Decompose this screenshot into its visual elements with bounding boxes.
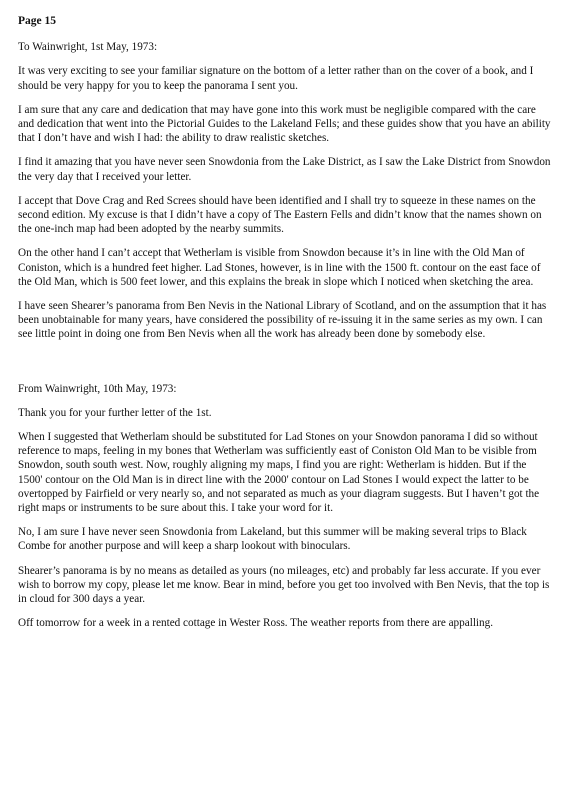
- letter-paragraph: I accept that Dove Crag and Red Screes should have been identified and I shall try to squeeze in these names on the second edition. My excuse is that I didn’t have a copy of The Eastern Fells and didn’t know that the names shown on the one-inch map had been adopted by the nearby summits.: [18, 194, 542, 236]
- letter-paragraph: I have seen Shearer’s panorama from Ben Nevis in the National Library of Scotland, and on the assumption that it has been unobtainable for many years, have considered the possibility of re-issuing it in the same series as my own. I can see little point in doing one from Ben Nevis when all the work has already been done by somebody else.: [18, 300, 547, 341]
- section-spacer: [18, 352, 552, 382]
- letter-paragraph: Off tomorrow for a week in a rented cottage in Wester Ross. The weather reports from there are appalling.: [18, 617, 494, 630]
- letter-to-wainwright: [18, 40, 552, 341]
- letter-paragraph: No, I am sure I have never seen Snowdonia from Lakeland, but this summer will be making several trips to Black Combe for another purpose and will keep a sharp lookout with binoculars.: [18, 526, 527, 553]
- letter-paragraph: I am sure that any care and dedication that may have gone into this work must be negligible compared with the care and dedication that went into the Pictorial Guides to the Lakeland Fells; and these guides show that you have an ability that I don’t have and wish I had: the ability to draw realistic sketches.: [18, 103, 551, 145]
- letter-paragraph: It was very exciting to see your familiar signature on the bottom of a letter rather than on the cover of a book, and I should be very happy for you to keep the panorama I sent you.: [18, 65, 534, 92]
- page-heading: Page 15: [18, 15, 57, 27]
- letter-from-wainwright: [18, 382, 552, 631]
- letter-paragraph: Shearer’s panorama is by no means as detailed as yours (no mileages, etc) and probably far less accurate. If you ever wish to borrow my copy, please let me know. Bear in mind, before you get too involved with Ben Nevis, that the top is in cloud for 300 days a year.: [18, 564, 550, 606]
- letter-salutation: To Wainwright, 1st May, 1973:: [18, 41, 158, 54]
- letter-salutation: From Wainwright, 10th May, 1973:: [18, 382, 177, 395]
- letter-paragraph: I find it amazing that you have never seen Snowdonia from the Lake District, as I saw the Lake District from Snowdon the very day that I received your letter.: [18, 156, 551, 183]
- letter-paragraph: When I suggested that Wetherlam should be substituted for Lad Stones on your Snowdon panorama I did so without reference to maps, feeling in my bones that Wetherlam was sufficiently east of Coniston Old Man to be visible from Snowdon, south south west. Now, roughly aligning my maps, I find you are right: Wetherlam is hidden. But if the 1500' contour on the Old Man is in direct line with the 2000' contour on Lad Stones I would expect the latter to be overtopped by Fairfield or very nearly so, and not separated as much as your diagram suggests. But I haven’t got the right maps or instruments to be sure about this. I take your word for it.: [18, 431, 540, 515]
- document-page: [18, 14, 552, 641]
- letter-paragraph: On the other hand I can’t accept that Wetherlam is visible from Snowdon because it’s in line with the Old Man of Coniston, which is a hundred feet higher. Lad Stones, however, is in line with the 1500 ft. contour on the east face of the Old Man, which is 500 feet lower, and this explains the break in slope which I noticed when sketching the area.: [18, 247, 541, 288]
- letter-paragraph: Thank you for your further letter of the 1st.: [18, 406, 212, 419]
